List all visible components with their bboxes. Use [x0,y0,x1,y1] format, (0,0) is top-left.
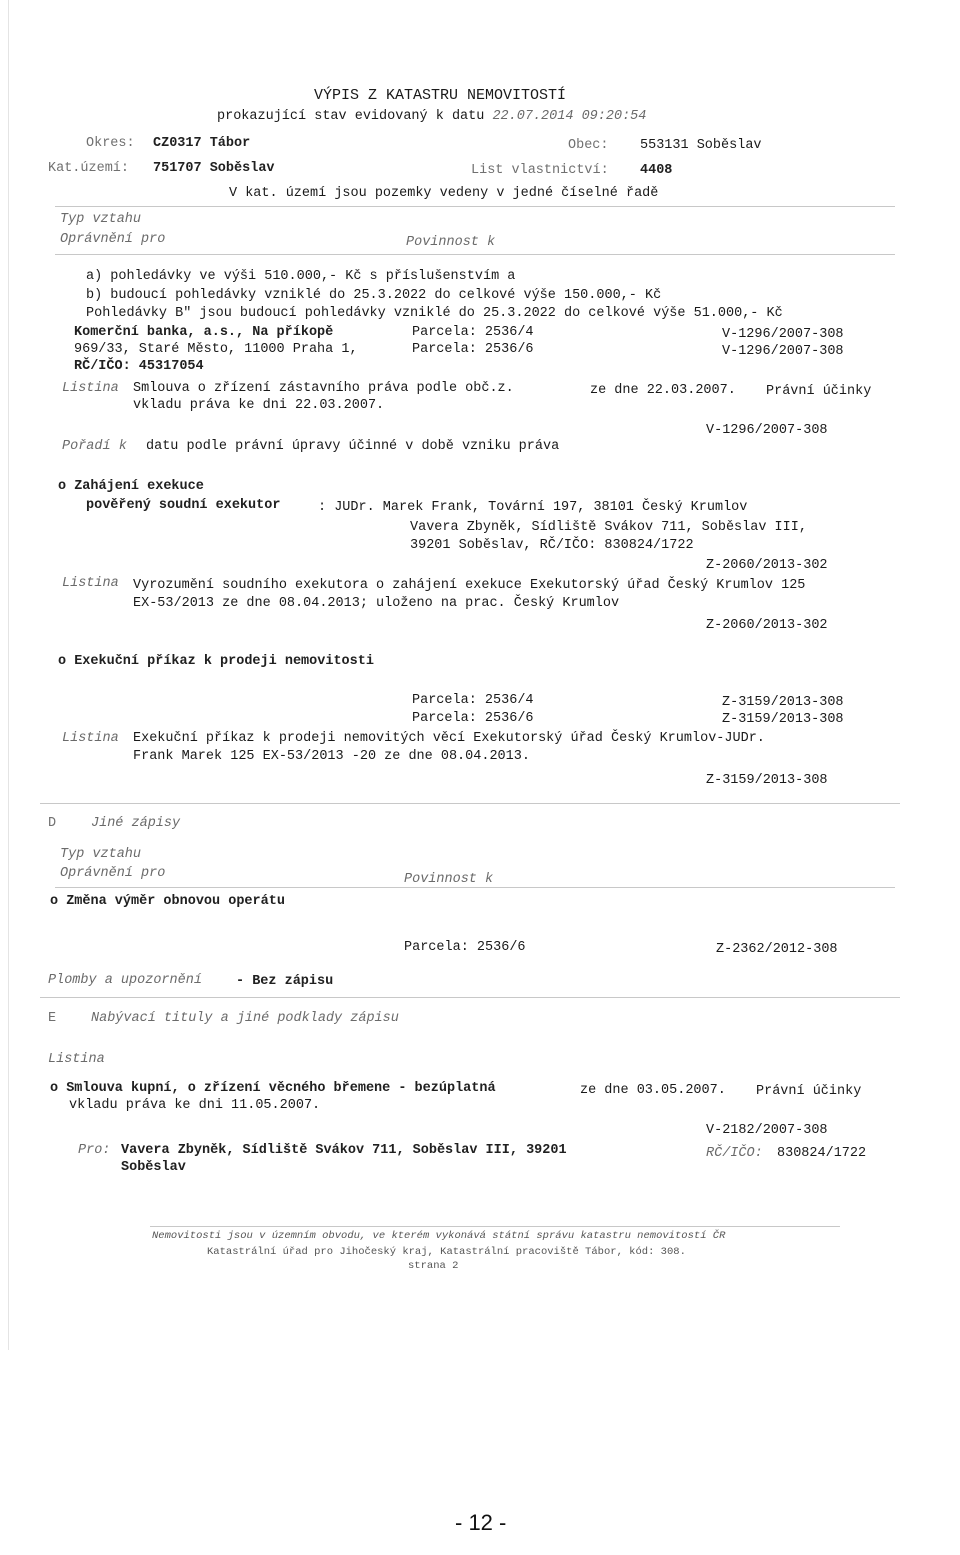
listina-label: Listina [62,381,119,396]
divider [55,254,895,255]
bailiff-value: : JUDr. Marek Frank, Tovární 197, 38101 Český Krumlov [318,500,748,515]
plomby-label: Plomby a upozornění [48,973,202,988]
execution-order-listina-2: Frank Marek 125 EX-53/2013 -20 ze dne 08.04.2013. [133,749,530,764]
execution-order-parcel-2: Parcela: 2536/6 [412,711,534,726]
obec-label: Obec: [568,138,609,153]
rc-label: RČ/IČO: [706,1146,763,1161]
typ-vztahu-label: Typ vztahu [60,212,142,227]
document-subtitle: prokazující stav evidovaný k datu 22.07.2014 09:20:54 [217,109,647,124]
creditor-line-2: 969/33, Staré Město, 11000 Praha 1, [74,342,358,357]
katuzemi-label: Kat.území: [48,161,130,176]
creditor-line-1: Komerční banka, a.s., Na příkopě [74,325,334,340]
divider [40,803,900,804]
poradi-label: Pořadí k [62,439,127,454]
execution-start-ref-1: Z-2060/2013-302 [706,558,828,573]
execution-start-listina-2: EX-53/2013 ze dne 08.04.2013; uloženo na prac. Český Krumlov [133,596,620,611]
footer-line-2: Katastrální úřad pro Jihočeský kraj, Katastrální pracoviště Tábor, kód: 308. [207,1246,686,1258]
divider [55,206,895,207]
bailiff-label: pověřený soudní exekutor [86,498,281,513]
pro-line-2: Soběslav [121,1160,186,1175]
section-e-letter: E [48,1011,57,1026]
katuzemi-value: 751707 Soběslav [153,161,275,176]
creditor-line-3: RČ/IČO: 45317054 [74,359,204,374]
execution-order-listina-1: Exekuční příkaz k prodeji nemovitých věcí Exekutorský úřad Český Krumlov-JUDr. [133,731,765,746]
povinnost-k-label: Povinnost k [404,872,494,887]
section-d-item: o Změna výměr obnovou operátu [50,894,285,909]
pledge-listina-date: ze dne 22.03.2007. [590,383,736,398]
footer-divider [150,1226,840,1227]
pro-label: Pro: [78,1143,111,1158]
pledge-ref-1: V-1296/2007-308 [722,327,844,342]
section-e-item-2: vkladu práva ke dni 11.05.2007. [69,1098,321,1113]
section-e-item-1: o Smlouva kupní, o zřízení věcného břemene - bezúplatná [50,1081,496,1096]
obec-value: 553131 Soběslav [640,138,762,153]
divider [40,997,900,998]
rc-value: 830824/1722 [777,1146,867,1161]
okres-label: Okres: [86,136,135,151]
pro-line-1: Vavera Zbyněk, Sídliště Svákov 711, Soběslav III, 39201 [121,1143,567,1158]
numbering-note: V kat. území jsou pozemky vedeny v jedné číselné řadě [229,186,659,201]
pledge-line-b: b) budoucí pohledávky vzniklé do 25.3.2022 do celkové výše 150.000,- Kč [86,288,662,303]
execution-order-ref-2: Z-3159/2013-308 [722,712,844,727]
listina-label: Listina [62,576,119,591]
divider [55,887,895,888]
execution-order-ref-1: Z-3159/2013-308 [722,695,844,710]
opravneni-pro-label: Oprávnění pro [60,232,166,247]
footer-page: strana 2 [408,1260,459,1272]
okres-value: CZ0317 Tábor [153,136,251,151]
execution-order-ref-3: Z-3159/2013-308 [706,773,828,788]
pledge-listina-ref: V-1296/2007-308 [706,423,828,438]
lv-value: 4408 [640,163,673,178]
section-d-ref: Z-2362/2012-308 [716,942,838,957]
pledge-listina-1: Smlouva o zřízení zástavního práva podle obč.z. [133,381,514,396]
pledge-listina-effect: Právní účinky [766,384,872,399]
section-d-parcel: Parcela: 2536/6 [404,940,526,955]
execution-order-parcel-1: Parcela: 2536/4 [412,693,534,708]
pledge-parcel-2: Parcela: 2536/6 [412,342,534,357]
scan-edge [8,0,9,1350]
section-e-listina-label: Listina [48,1052,105,1067]
povinnost-k-label: Povinnost k [406,235,496,250]
execution-order-heading: o Exekuční příkaz k prodeji nemovitosti [58,654,374,669]
pledge-parcel-1: Parcela: 2536/4 [412,325,534,340]
pledge-line-a: a) pohledávky ve výši 510.000,- Kč s příslušenstvím a [86,269,516,284]
section-e-item-date: ze dne 03.05.2007. [580,1083,726,1098]
document-title: VÝPIS Z KATASTRU NEMOVITOSTÍ [314,87,567,104]
pledge-ref-2: V-1296/2007-308 [722,344,844,359]
execution-start-ref-2: Z-2060/2013-302 [706,618,828,633]
footer-line-1: Nemovitosti jsou v územním obvodu, ve kterém vykonává státní správu katastru nemovitostí ČR [152,1230,726,1242]
section-e-title: Nabývací tituly a jiné podklady zápisu [91,1011,399,1026]
section-e-ref: V-2182/2007-308 [706,1123,828,1138]
execution-start-listina-1: Vyrozumění soudního exekutora o zahájení exekuce Exekutorský úřad Český Krumlov 125 [133,578,806,593]
listina-label: Listina [62,731,119,746]
plomby-value: - Bez zápisu [236,974,334,989]
section-d-title: Jiné zápisy [91,816,181,831]
pledge-line-c: Pohledávky B" jsou budoucí pohledávky vzniklé do 25.3.2022 do celkové výše 51.000,- Kč [86,306,783,321]
lv-label: List vlastnictví: [471,163,609,178]
execution-start-heading: o Zahájení exekuce [58,479,204,494]
poradi-text: datu podle právní úpravy účinné v době vzniku práva [146,439,560,454]
debtor-line-1: Vavera Zbyněk, Sídliště Svákov 711, Soběslav III, [410,520,807,535]
typ-vztahu-label: Typ vztahu [60,847,142,862]
debtor-line-2: 39201 Soběslav, RČ/IČO: 830824/1722 [410,538,694,553]
section-e-item-effect: Právní účinky [756,1084,862,1099]
pledge-listina-2: vkladu práva ke dni 22.03.2007. [133,398,385,413]
page-number: - 12 - [455,1510,507,1535]
section-d-letter: D [48,816,57,831]
opravneni-pro-label: Oprávnění pro [60,866,166,881]
